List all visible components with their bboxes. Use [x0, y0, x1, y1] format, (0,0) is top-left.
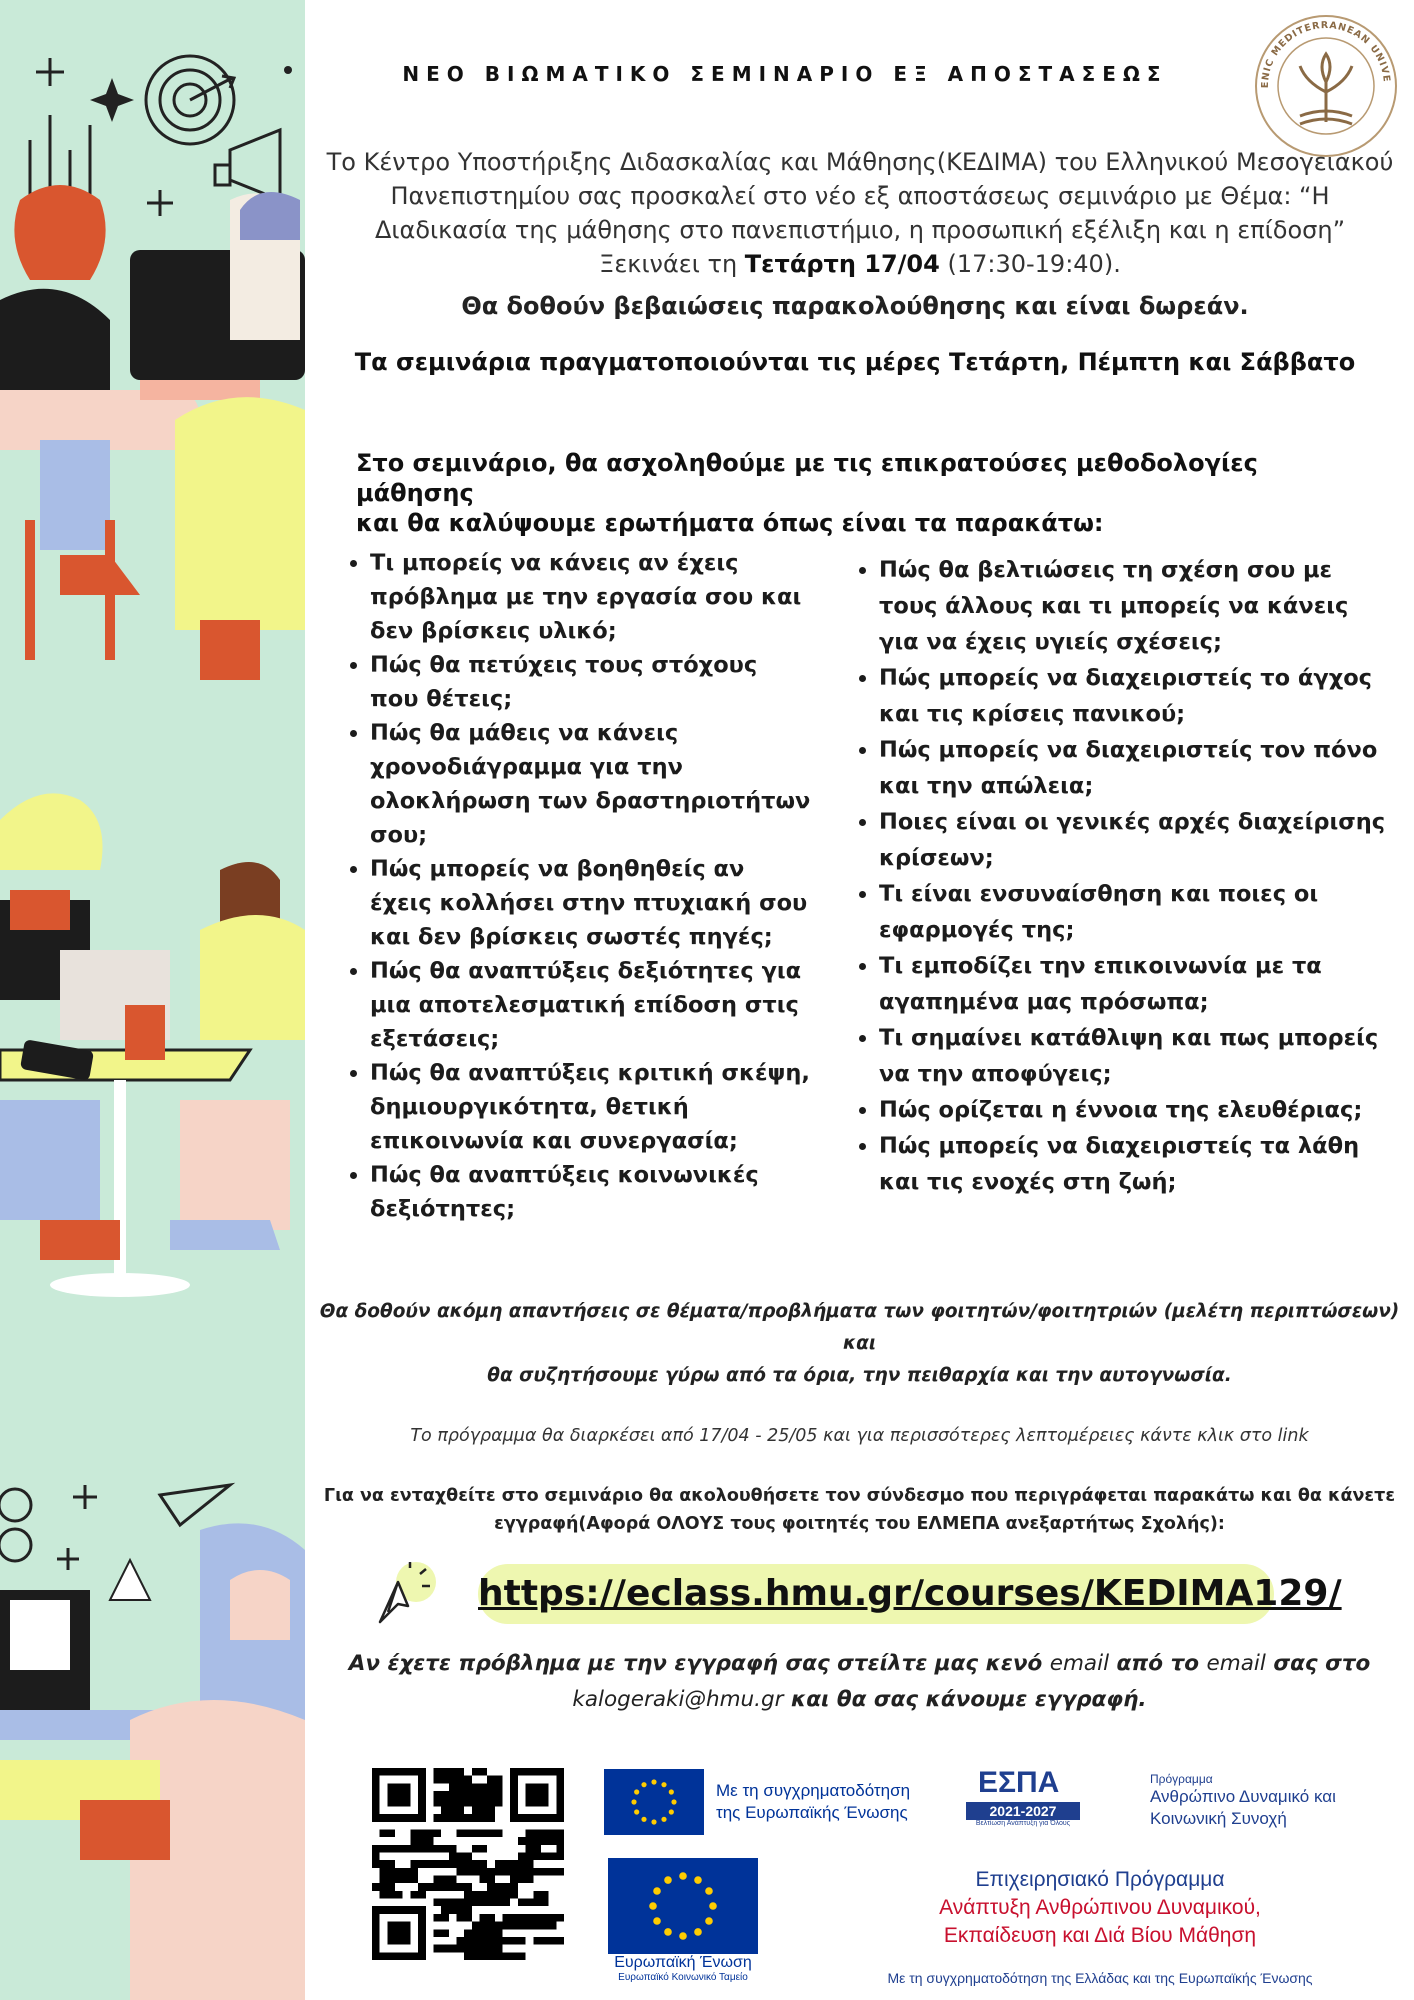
espa-title: ΕΣΠΑ [978, 1766, 1060, 1799]
start-date: Τετάρτη 17/04 [744, 250, 940, 278]
cofund-bottom: Με τη συγχρηματοδότηση της Ελλάδας και της Ευρωπαϊκής Ένωσης [887, 1970, 1313, 1986]
contact-text: σας στο [1265, 1651, 1371, 1676]
list-item: • Πώς μπορείς να διαχειριστείς τα λάθη και τις ενοχές στη ζωή; [879, 1128, 1392, 1200]
program-name-line: Κοινωνική Συνοχή [1150, 1809, 1287, 1828]
questions-left-column [343, 546, 813, 1226]
list-item: • Τι εμποδίζει την επικοινωνία με τα αγαπημένα μας πρόσωπα; [879, 948, 1392, 1020]
enroll-line-2: εγγραφή(Αφορά ΟΛΟΥΣ τους φοιτητές του ΕΛΜΕΠΑ ανεξαρτήτως Σχολής): [494, 1514, 1225, 1534]
list-item: • Πώς ορίζεται η έννοια της ελευθέριας; [879, 1092, 1392, 1128]
intro-line-2: Πανεπιστημίου σας προσκαλεί στο νέο εξ αποστάσεως σεμινάριο με Θέμα: “Η [390, 182, 1330, 210]
illustration-sidebar [0, 0, 305, 2000]
click-cursor-icon [366, 1560, 446, 1634]
intro-text [310, 145, 1410, 281]
start-time: (17:30-19:40). [939, 250, 1121, 278]
eu-flag-top [604, 1769, 704, 1835]
qr-code[interactable] [372, 1768, 564, 1960]
seminar-days: Τα σεμινάρια πραγματοποιούνται τις μέρες Τετάρτη, Πέμπτη και Σάββατο [354, 348, 1356, 376]
program-logo [1150, 1772, 1336, 1830]
list-item: • Πώς μπορείς να διαχειριστείς το άγχος και τις κρίσεις πανικού; [879, 660, 1392, 732]
espa-logo [966, 1768, 1080, 1838]
list-item: • Ποιες είναι οι γενικές αρχές διαχείρισης κρίσεων; [879, 804, 1392, 876]
topics-lead [356, 448, 1376, 538]
op-title: Επιχειρησιακό Πρόγραμμα [975, 1868, 1225, 1891]
eu-cofund-line: Με τη συγχρηματοδότηση [716, 1781, 911, 1800]
list-item: • Τι είναι ενσυναίσθηση και ποιες οι εφαρμογές της; [879, 876, 1392, 948]
operational-program-logo [830, 1866, 1370, 1950]
list-item: • Πώς θα μάθεις να κάνεις χρονοδιάγραμμα για την ολοκλήρωση των δραστηριοτήτων σου; [370, 716, 813, 852]
list-item: • Πώς θα βελτιώσεις τη σχέση σου με τους άλλους και τι μπορείς να κάνεις για να έχεις υγιείς σχέσεις; [879, 552, 1392, 660]
topics-lead-line-2: και θα καλύψουμε ερωτήματα όπως είναι τα παρακάτω: [356, 509, 1104, 537]
espa-subtitle: Βελτίωση Ανάπτυξη για Όλους [975, 1820, 1071, 1827]
contact-text: email [1049, 1651, 1110, 1676]
questions-right-column [852, 552, 1392, 1200]
list-item: • Τι μπορείς να κάνεις αν έχεις πρόβλημα με την εργασία σου και δεν βρίσκεις υλικό; [370, 546, 813, 648]
additional-topics-line-1: Θα δοθούν ακόμη απαντήσεις σε θέματα/προβλήματα των φοιτητών/φοιτητριών (μελέτη περιπτώσεων) και [319, 1301, 1400, 1354]
op-name-line: Ανάπτυξη Ανθρώπινου Δυναμικού, [939, 1896, 1261, 1919]
start-prefix: Ξεκινάει τη [599, 250, 745, 278]
list-item: • Πώς θα αναπτύξεις δεξιότητες για μια αποτελεσματική επίδοση στις εξετάσεις; [370, 954, 813, 1056]
contact-email[interactable]: kalogeraki@hmu.gr [572, 1687, 784, 1712]
contact-text: Αν έχετε πρόβλημα με την εγγραφή σας στείλτε μας κενό [348, 1651, 1050, 1676]
list-item: • Πώς θα πετύχεις τους στόχους που θέτεις; [370, 648, 813, 716]
espa-years: 2021-2027 [966, 1802, 1080, 1820]
certificate-note: Θα δοθούν βεβαιώσεις παρακολούθησης και είναι δωρεάν. [461, 292, 1249, 320]
intro-line-3: Διαδικασία της μάθησης στο πανεπιστήμιο, η προσωπική εξέλιξη και η επίδοση” [374, 216, 1346, 244]
logo-text: ENIC MEDITERRANEAN UNIVE [1259, 19, 1392, 89]
program-label: Πρόγραμμα [1150, 1772, 1213, 1786]
list-item: • Τι σημαίνει κατάθλιψη και πως μπορείς να την αποφύγεις; [879, 1020, 1392, 1092]
additional-topics-line-2: θα συζητήσουμε γύρω από τα όρια, την πειθαρχία και την αυτογνωσία. [487, 1365, 1232, 1386]
eclass-course-link[interactable]: https://eclass.hmu.gr/courses/KEDIMA129/ [478, 1564, 1274, 1624]
additional-topics [305, 1296, 1414, 1392]
contact-line-1 [305, 1646, 1414, 1682]
page-title: ΝΕΟ ΒΙΩΜΑΤΙΚΟ ΣΕΜΙΝΑΡΙΟ ΕΞ ΑΠΟΣΤΑΣΕΩΣ [402, 62, 1168, 86]
eu-cofund-line: της Ευρωπαϊκής Ένωσης [716, 1803, 908, 1822]
eu-flag-bottom [608, 1858, 758, 1954]
intro-line-4 [310, 247, 1410, 281]
enroll-line-1: Για να ενταχθείτε στο σεμινάριο θα ακολουθήσετε τον σύνδεσμο που περιγράφεται παρακάτω και θα κάνετε [323, 1486, 1396, 1506]
eu-fund: Ευρωπαϊκό Κοινωνικό Ταμείο [618, 1972, 748, 1983]
list-item: • Πώς θα αναπτύξεις κριτική σκέψη, δημιουργικότητα, θετική επικοινωνία και συνεργασία; [370, 1056, 813, 1158]
contact-note [305, 1646, 1414, 1718]
program-duration: Το πρόγραμμα θα διαρκέσει από 17/04 - 25/05 και για περισσότερες λεπτομέρειες κάντε κλικ στο link [410, 1426, 1309, 1446]
eu-cofund-text [716, 1780, 910, 1824]
people-illustration [0, 0, 305, 2000]
contact-text: email [1206, 1651, 1266, 1676]
contact-line-2 [305, 1682, 1414, 1718]
enroll-instructions [305, 1482, 1414, 1538]
intro-line-1: Το Κέντρο Υποστήριξης Διδασκαλίας και Μάθησης(ΚΕΔΙΜΑ) του Ελληνικού Μεσογειακού [326, 148, 1394, 176]
topics-lead-line-1: Στο σεμινάριο, θα ασχοληθούμε με τις επικρατούσες μεθοδολογίες μάθησης [356, 449, 1258, 507]
list-item: • Πώς μπορείς να διαχειριστείς τον πόνο και την απώλεια; [879, 732, 1392, 804]
contact-text: και θα σας κάνουμε εγγραφή. [783, 1687, 1147, 1712]
eu-esf-text [600, 1954, 766, 1983]
program-name-line: Ανθρώπινο Δυναμικό και [1150, 1787, 1336, 1806]
list-item: • Πώς μπορείς να βοηθηθείς αν έχεις κολλήσει στην πτυχιακή σου και δεν βρίσκεις σωστές πηγές; [370, 852, 813, 954]
op-name-line: Εκπαίδευση και Διά Βίου Μάθηση [943, 1924, 1257, 1947]
contact-text: από το [1109, 1651, 1207, 1676]
eu-name: Ευρωπαϊκή Ένωση [614, 1954, 752, 1971]
university-logo [1252, 12, 1400, 160]
list-item: • Πώς θα αναπτύξεις κοινωνικές δεξιότητες; [370, 1158, 813, 1226]
